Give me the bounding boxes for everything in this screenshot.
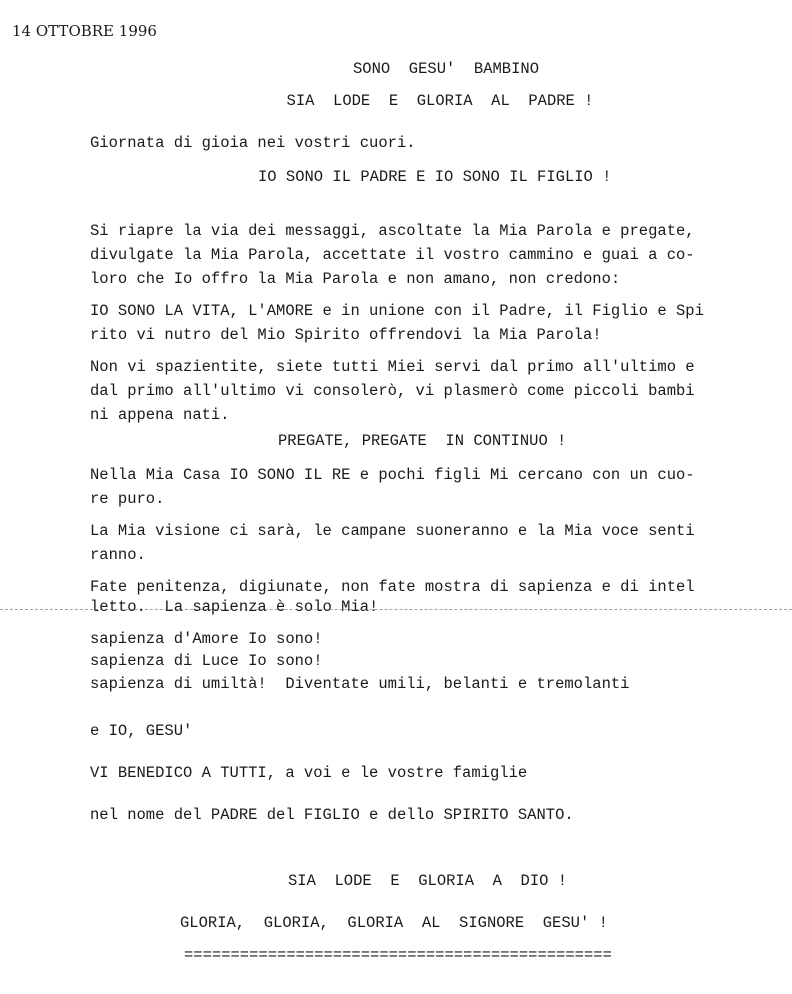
- body-line: ni appena nati.: [90, 406, 230, 424]
- body-line: e IO, GESU': [90, 722, 193, 740]
- body-line: nel nome del PADRE del FIGLIO e dello SPIRITO SANTO.: [90, 806, 574, 824]
- body-line: sapienza di Luce Io sono!: [90, 652, 323, 670]
- body-line: VI BENEDICO A TUTTI, a voi e le vostre famiglie: [90, 764, 528, 782]
- heading-line-1: SONO GESU' BAMBINO: [352, 60, 540, 78]
- body-line: loro che Io offro la Mia Parola e non amano, non credono:: [90, 270, 621, 288]
- body-line-heading: PREGATE, PREGATE IN CONTINUO !: [278, 432, 567, 450]
- body-line: Giornata di gioia nei vostri cuori.: [90, 134, 416, 152]
- body-line: rito vi nutro del Mio Spirito offrendovi la Mia Parola!: [90, 326, 602, 344]
- body-line: Fate penitenza, digiunate, non fate mostra di sapienza e di intel: [90, 578, 695, 596]
- dashed-rule: [0, 609, 792, 611]
- body-line: re puro.: [90, 490, 165, 508]
- closing-rule: ==============================================: [184, 946, 612, 964]
- body-line: sapienza di umiltà! Diventate umili, belanti e tremolanti: [90, 675, 630, 693]
- body-line: divulgate la Mia Parola, accettate il vostro cammino e guai a co-: [90, 246, 695, 264]
- body-line: Si riapre la via dei messaggi, ascoltate la Mia Parola e pregate,: [90, 222, 695, 240]
- body-line: IO SONO LA VITA, L'AMORE e in unione con il Padre, il Figlio e Spi: [90, 302, 704, 320]
- body-line: La Mia visione ci sarà, le campane suoneranno e la Mia voce senti: [90, 522, 695, 540]
- body-line: sapienza d'Amore Io sono!: [90, 630, 323, 648]
- closing-line-2: GLORIA, GLORIA, GLORIA AL SIGNORE GESU' !: [180, 914, 608, 932]
- body-line: letto. La sapienza è solo Mia!: [90, 598, 379, 616]
- body-line: Non vi spazientite, siete tutti Miei servi dal primo all'ultimo e: [90, 358, 695, 376]
- body-line: dal primo all'ultimo vi consolerò, vi plasmerò come piccoli bambi: [90, 382, 695, 400]
- body-line-heading: IO SONO IL PADRE E IO SONO IL FIGLIO !: [258, 168, 612, 186]
- heading-line-2: SIA LODE E GLORIA AL PADRE !: [286, 92, 594, 110]
- closing-line-1: SIA LODE E GLORIA A DIO !: [288, 872, 568, 890]
- body-line: Nella Mia Casa IO SONO IL RE e pochi figli Mi cercano con un cuo-: [90, 466, 695, 484]
- body-line: ranno.: [90, 546, 146, 564]
- document-date: 14 OTTOBRE 1996: [12, 22, 157, 40]
